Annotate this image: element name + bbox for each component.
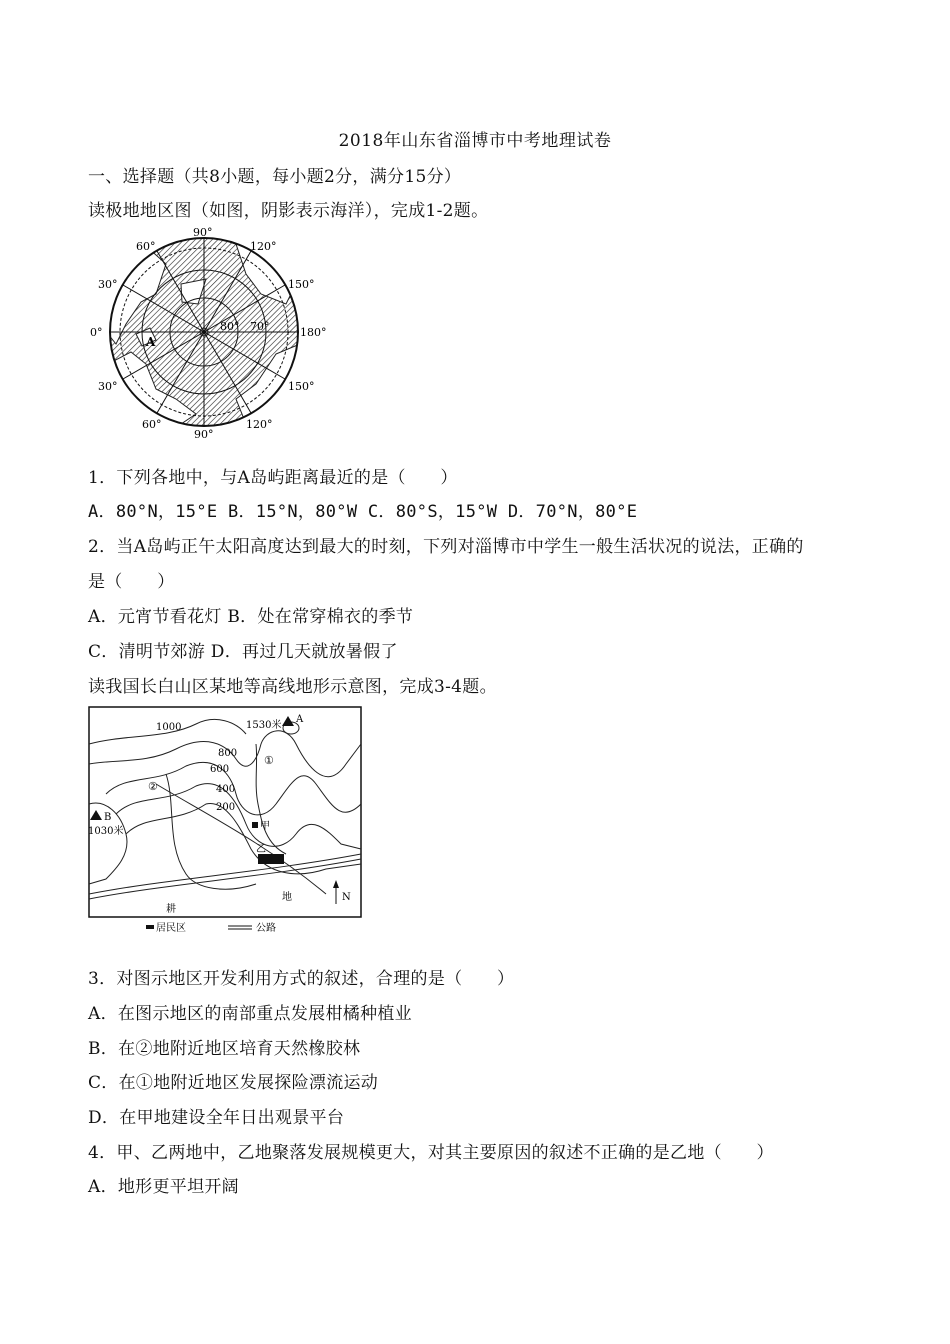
contour-map-svg	[86, 704, 366, 936]
peak-b-height-label: 1030米	[88, 826, 124, 837]
lon-label-left-upper: 30°	[98, 278, 118, 291]
lon-label-right: 180°	[300, 326, 326, 339]
peak-a-height-label: 1530米	[246, 720, 282, 731]
legend-settlement-label: 居民区	[156, 923, 186, 934]
question-1-stem: 1．下列各地中，与A岛屿距离最近的是（ ）	[88, 468, 458, 488]
location-1-label: ①	[264, 754, 274, 767]
lon-label-bottom-left: 60°	[142, 418, 162, 431]
settlement-yi-marker	[258, 854, 284, 864]
lon-label-right-upper: 150°	[288, 278, 315, 291]
contour-600-label: 600	[210, 764, 230, 775]
settlement-jia-label: 甲	[260, 821, 270, 832]
lon-label-bottom-right: 120°	[246, 418, 273, 431]
lon-label-top-left: 60°	[136, 240, 156, 253]
question-4-stem: 4．甲、乙两地中，乙地聚落发展规模更大，对其主要原因的叙述不正确的是乙地（ ）	[88, 1143, 774, 1163]
question-1-options: A．80°N，15°E B．15°N，80°W C．80°S，15°W D．70°N，80°E	[88, 502, 638, 522]
lon-label-bottom: 90°	[194, 428, 214, 441]
contour-800-label: 800	[218, 748, 238, 759]
contour-1000-label: 1000	[156, 722, 182, 733]
question-3-option-c: C．在①地附近地区发展探险漂流运动	[88, 1073, 379, 1093]
farmland-label-di: 地	[282, 892, 292, 903]
question-2-options-line1: A．元宵节看花灯 B．处在常穿棉衣的季节	[88, 607, 414, 627]
north-label: N	[342, 892, 351, 903]
contour-400-label: 400	[216, 784, 236, 795]
lat-label-80: 80°	[220, 320, 240, 333]
lat-label-70: 70°	[250, 320, 270, 333]
question-3-stem: 3．对图示地区开发利用方式的叙述，合理的是（ ）	[88, 969, 515, 989]
lon-label-right-lower: 150°	[288, 380, 315, 393]
location-2-label: ②	[148, 780, 158, 793]
polar-map-figure	[86, 224, 326, 444]
question-3-option-b: B．在②地附近地区培育天然橡胶林	[88, 1039, 361, 1059]
settlement-jia-marker	[252, 822, 258, 828]
contour-200-label: 200	[216, 802, 236, 813]
question-3-option-d: D．在甲地建设全年日出观景平台	[88, 1108, 345, 1128]
intro-text-1: 读极地地区图（如图，阴影表示海洋），完成1-2题。	[88, 201, 489, 221]
settlement-yi-label: 乙	[256, 844, 266, 855]
peak-a-letter: A	[296, 714, 304, 725]
peak-b-letter: B	[104, 812, 112, 823]
lon-label-top: 90°	[193, 226, 213, 239]
question-2-stem-line2: 是（ ）	[88, 572, 175, 592]
lon-label-top-right: 120°	[250, 240, 277, 253]
question-2-options-line2: C．清明节郊游 D．再过几天就放暑假了	[88, 642, 398, 662]
lon-label-left-lower: 30°	[98, 380, 118, 393]
question-2-stem-line1: 2．当A岛屿正午太阳高度达到最大的时刻，下列对淄博市中学生一般生活状况的说法，正确的	[88, 537, 804, 557]
question-3-option-a: A．在图示地区的南部重点发展柑橘种植业	[88, 1004, 412, 1024]
lon-label-left: 0°	[90, 326, 103, 339]
farmland-label-geng: 耕	[166, 904, 176, 915]
section-heading: 一、选择题（共8小题，每小题2分，满分15分）	[88, 167, 462, 187]
page-title: 2018年山东省淄博市中考地理试卷	[338, 131, 612, 151]
question-4-option-a: A．地形更平坦开阔	[88, 1177, 239, 1197]
point-a-label: A	[146, 335, 156, 349]
polar-map-svg	[86, 224, 326, 444]
intro-text-2: 读我国长白山区某地等高线地形示意图，完成3-4题。	[88, 677, 497, 697]
legend-road-label: 公路	[256, 923, 276, 934]
contour-map-figure	[86, 704, 366, 936]
